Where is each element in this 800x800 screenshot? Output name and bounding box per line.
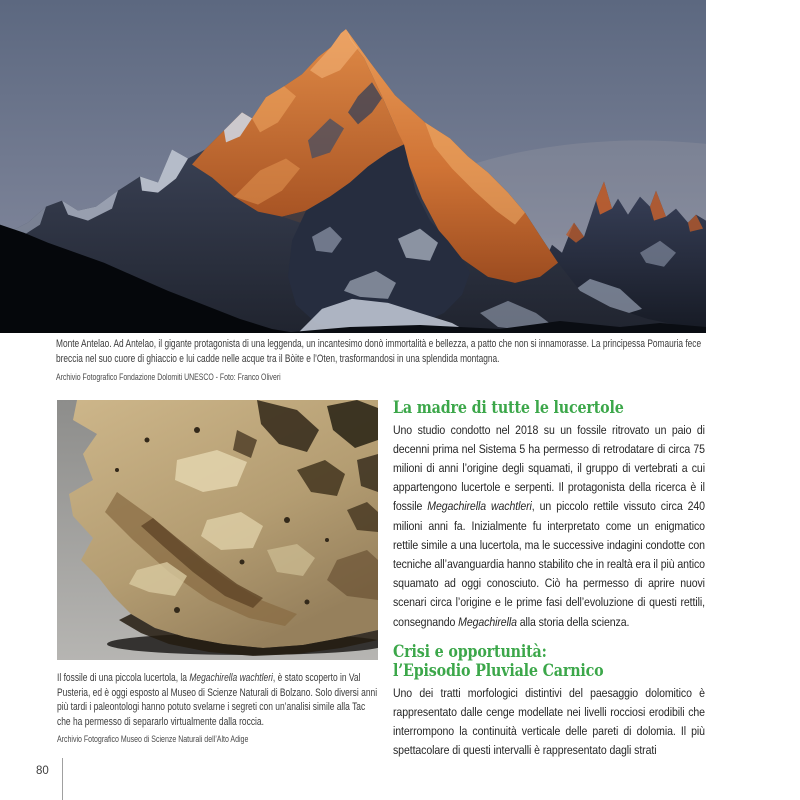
hero-caption: Monte Antelao. Ad Antelao, il gigante protagonista di una leggenda, un incantesimo donò immortalità e bellezza, a patto che non si innamorasse. La principessa Pomauria fece breccia nel suo cuore di ghiaccio e lui cadde nelle acque tra il Bòite e l’Oten, trasformandosi in una splendida montagna. <box>56 338 702 366</box>
section-crisi <box>393 642 705 761</box>
section-heading-line-1: Crisi e opportunità: <box>393 640 547 661</box>
fossil-illustration <box>57 400 378 660</box>
section-madre <box>393 398 705 632</box>
hero-photo-credit: Archivio Fotografico Fondazione Dolomiti UNESCO - Foto: Franco Oliveri <box>56 372 281 383</box>
footer-rule <box>62 758 63 800</box>
section-heading: La madre di tutte le lucertole <box>393 397 624 417</box>
fossil-photo-credit: Archivio Fotografico Museo di Scienze Naturali dell’Alto Adige <box>57 734 249 745</box>
fossil-caption-block <box>57 671 381 745</box>
fossil-photo <box>57 400 378 660</box>
section-paragraph: Uno dei tratti morfologici distintivi del paesaggio dolomitico è rappresentato dalle cenge modellate nei livelli rocciosi erodibili che interrompono la continuità verticale delle pareti di dolomia. Il più spettacolare di questi intervalli è rappresentato dagli strati <box>393 685 705 758</box>
section-heading-line-2: l’Episodio Pluviale Carnico <box>393 660 604 681</box>
article-column <box>393 398 705 761</box>
section-paragraph: Uno studio condotto nel 2018 su un fossile ritrovato un paio di decenni prima nel Sistema 5 ha permesso di retrodatare di circa 75 milioni di anni l’origine degli squamati, il gruppo di vertebrati a cui appartengono lucertole e serpenti. Il protagonista della ricerca è il fossile Megachirella wachtleri, un piccolo rettile vissuto circa 240 milioni anni fa. Inizialmente fu interpretato come un enigmatico rettile simile a una lucertola, ma le successive indagini condotte con tecniche all’avanguardia hanno stabilito che in realtà era il più antico squamato ad oggi conosciuto. Ciò ha permesso di aprire nuovi scenari circa l’origine e le prime fasi dell’evoluzione di questi rettili, consegnando Megachirella alla storia della scienza. <box>393 422 705 629</box>
fossil-caption: Il fossile di una piccola lucertola, la Megachirella wachtleri, è stato scoperto in Val Pusteria, ed è oggi esposto al Museo di Scienze Naturali di Bolzano. Solo diversi anni più tardi i paleontologi hanno potuto svelarne i segreti con un’analisi simile alla Tac che ha permesso di separarlo virtualmente dalla roccia. <box>57 672 378 728</box>
hero-caption-block <box>56 337 719 383</box>
page-number: 80 <box>36 765 49 777</box>
antelao-photo <box>0 0 706 333</box>
mountain-illustration <box>0 0 706 333</box>
